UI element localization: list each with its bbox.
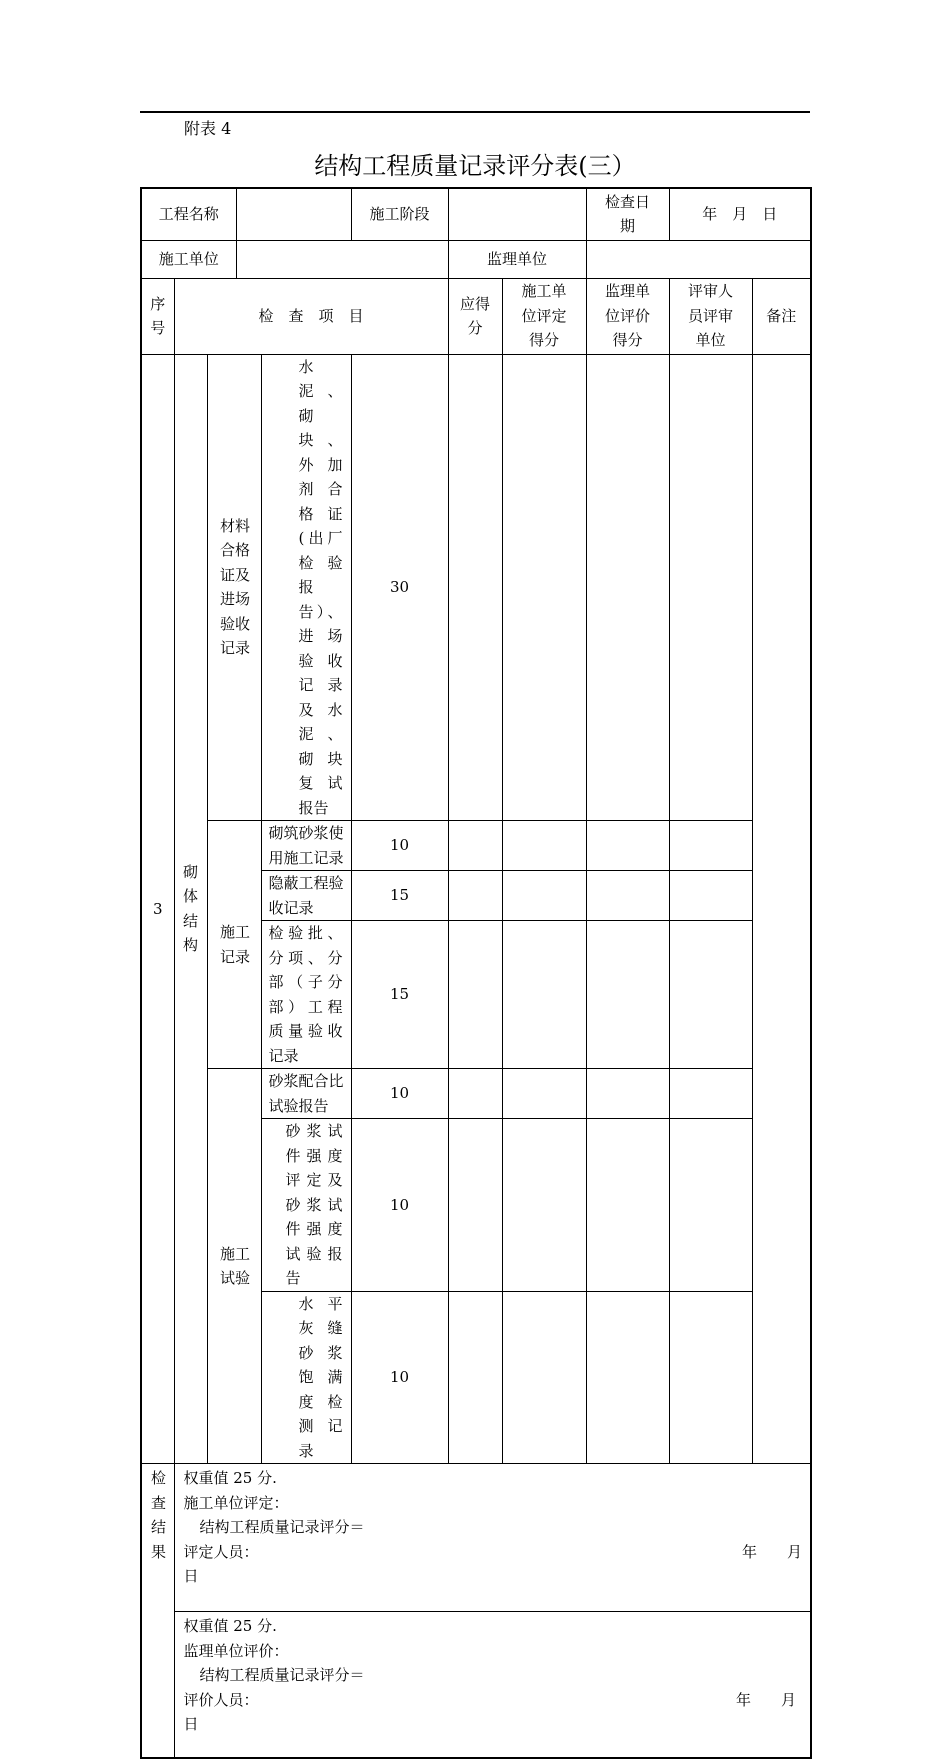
item-score: 10 (351, 1069, 448, 1119)
supervisor-weight: 权重值 25 分. (183, 1617, 277, 1635)
contractor-score-cell[interactable] (448, 1291, 502, 1464)
header-row-1 (141, 188, 811, 240)
supervisor-score-cell[interactable] (502, 354, 586, 821)
col-remarks: 备注 (752, 278, 811, 354)
col-contractor-score: 施工单位评定得分 (502, 278, 586, 354)
reviewer-score-cell[interactable] (586, 871, 669, 921)
item-score: 10 (351, 1119, 448, 1292)
section-number: 3 (141, 354, 174, 1464)
supervisor-field[interactable] (586, 240, 811, 278)
supervisor-score-cell[interactable] (502, 871, 586, 921)
supervisor-score-cell[interactable] (502, 921, 586, 1069)
contractor-label: 施工单位 (141, 240, 236, 278)
contractor-score-cell[interactable] (448, 871, 502, 921)
contractor-score-cell[interactable] (448, 921, 502, 1069)
stage-field[interactable] (448, 188, 586, 240)
group-name: 施工试验 (207, 1069, 261, 1464)
supervisor-date-ym: 年 月 (736, 1690, 797, 1709)
remarks-cell[interactable] (669, 821, 752, 871)
contractor-score-label: 结构工程质量记录评分＝ (199, 1518, 365, 1536)
item-text (261, 354, 351, 821)
item-text (261, 1291, 351, 1464)
group-name: 材料合格证及进场验收记录 (207, 354, 261, 821)
item-score: 15 (351, 871, 448, 921)
check-date-label: 检查日期 (586, 188, 669, 240)
contractor-eval-label: 施工单位评定： (183, 1493, 289, 1512)
item-text: 检验批、分项、分部（子分部）工程质量验收记录 (261, 921, 351, 1069)
project-name-label: 工程名称 (141, 188, 236, 240)
reviewer-score-cell[interactable] (586, 821, 669, 871)
remarks-cell[interactable] (669, 354, 752, 821)
contractor-score-cell[interactable] (448, 1119, 502, 1292)
remarks-cell[interactable] (669, 921, 752, 1069)
remarks-cell[interactable] (669, 871, 752, 921)
reviewer-score-cell[interactable] (586, 1069, 669, 1119)
item-text: 隐蔽工程验收记录 (261, 871, 351, 921)
supervisor-score-cell[interactable] (502, 1291, 586, 1464)
reviewer-score-cell[interactable] (586, 1119, 669, 1292)
remarks-cell[interactable] (669, 1069, 752, 1119)
header-row-2 (141, 240, 811, 278)
item-row (141, 821, 811, 871)
contractor-weight: 权重值 25 分. (183, 1469, 277, 1487)
item-text: 砌筑砂浆使用施工记录 (261, 821, 351, 871)
reviewer-score-cell[interactable] (586, 1291, 669, 1464)
supervisor-person-line (184, 1688, 803, 1713)
supervisor-score-cell[interactable] (502, 821, 586, 871)
section-name: 砌体结构 (174, 354, 207, 1464)
contractor-score-cell[interactable] (448, 354, 502, 821)
results-label: 检查结果 (141, 1464, 174, 1758)
column-header-row (141, 278, 811, 354)
supervisor-score-cell[interactable] (502, 1119, 586, 1292)
col-max-score: 应得分 (448, 278, 502, 354)
supervisor-eval-label: 监理单位评价： (183, 1641, 289, 1660)
remarks-cell[interactable] (669, 1291, 752, 1464)
supervisor-evaluation[interactable] (174, 1612, 811, 1758)
item-text-content: 水泥、砌块、外加剂合格证(出厂检验报告）、进场验收记录及水泥、砌块复试报告 (298, 357, 343, 817)
contractor-score-cell[interactable] (448, 1069, 502, 1119)
contractor-person-label: 评定人员： (183, 1542, 259, 1561)
contractor-evaluation[interactable] (174, 1464, 811, 1612)
item-score: 10 (351, 1291, 448, 1464)
contractor-person-line (184, 1540, 803, 1565)
item-score: 30 (351, 354, 448, 821)
item-row (141, 1069, 811, 1119)
contractor-score-cell[interactable] (448, 821, 502, 871)
contractor-date-ym: 年 月 (742, 1542, 803, 1561)
contractor-date-d: 日 (183, 1567, 199, 1585)
supervisor-label: 监理单位 (448, 240, 586, 278)
reviewer-score-cell[interactable] (586, 921, 669, 1069)
item-text: 砂浆配合比试验报告 (261, 1069, 351, 1119)
score-table (140, 187, 812, 1759)
supervisor-person-label: 评价人员： (183, 1690, 259, 1709)
item-score: 15 (351, 921, 448, 1069)
group-name: 施工记录 (207, 821, 261, 1069)
reviewer-score-cell[interactable] (586, 354, 669, 821)
item-text-content: 水平灰缝砂浆饱满度检测记录 (298, 1294, 343, 1460)
item-row (141, 354, 811, 821)
supervisor-date-d: 日 (183, 1715, 199, 1733)
project-name-field[interactable] (236, 188, 351, 240)
check-date-field[interactable]: 年 月 日 (669, 188, 811, 240)
col-reviewer-score: 评审人员评审单位 (669, 278, 752, 354)
col-supervisor-score: 监理单位评价得分 (586, 278, 669, 354)
col-seq: 序号 (141, 278, 174, 354)
supervisor-score-cell[interactable] (502, 1069, 586, 1119)
item-text-content: 砂浆试件强度评定及砂浆试件强度试验报告 (285, 1122, 343, 1287)
item-text (261, 1119, 351, 1292)
supervisor-score-label: 结构工程质量记录评分＝ (199, 1666, 365, 1684)
form-title: 结构工程质量记录评分表(三） (314, 152, 636, 180)
contractor-field[interactable] (236, 240, 448, 278)
stage-label: 施工阶段 (351, 188, 448, 240)
result-row-contractor (141, 1464, 811, 1612)
col-item: 检 查 项 目 (174, 278, 448, 354)
top-rule (140, 111, 810, 113)
appendix-label: 附表 4 (184, 119, 232, 138)
result-row-supervisor (141, 1612, 811, 1758)
remarks-cell[interactable] (669, 1119, 752, 1292)
item-score: 10 (351, 821, 448, 871)
